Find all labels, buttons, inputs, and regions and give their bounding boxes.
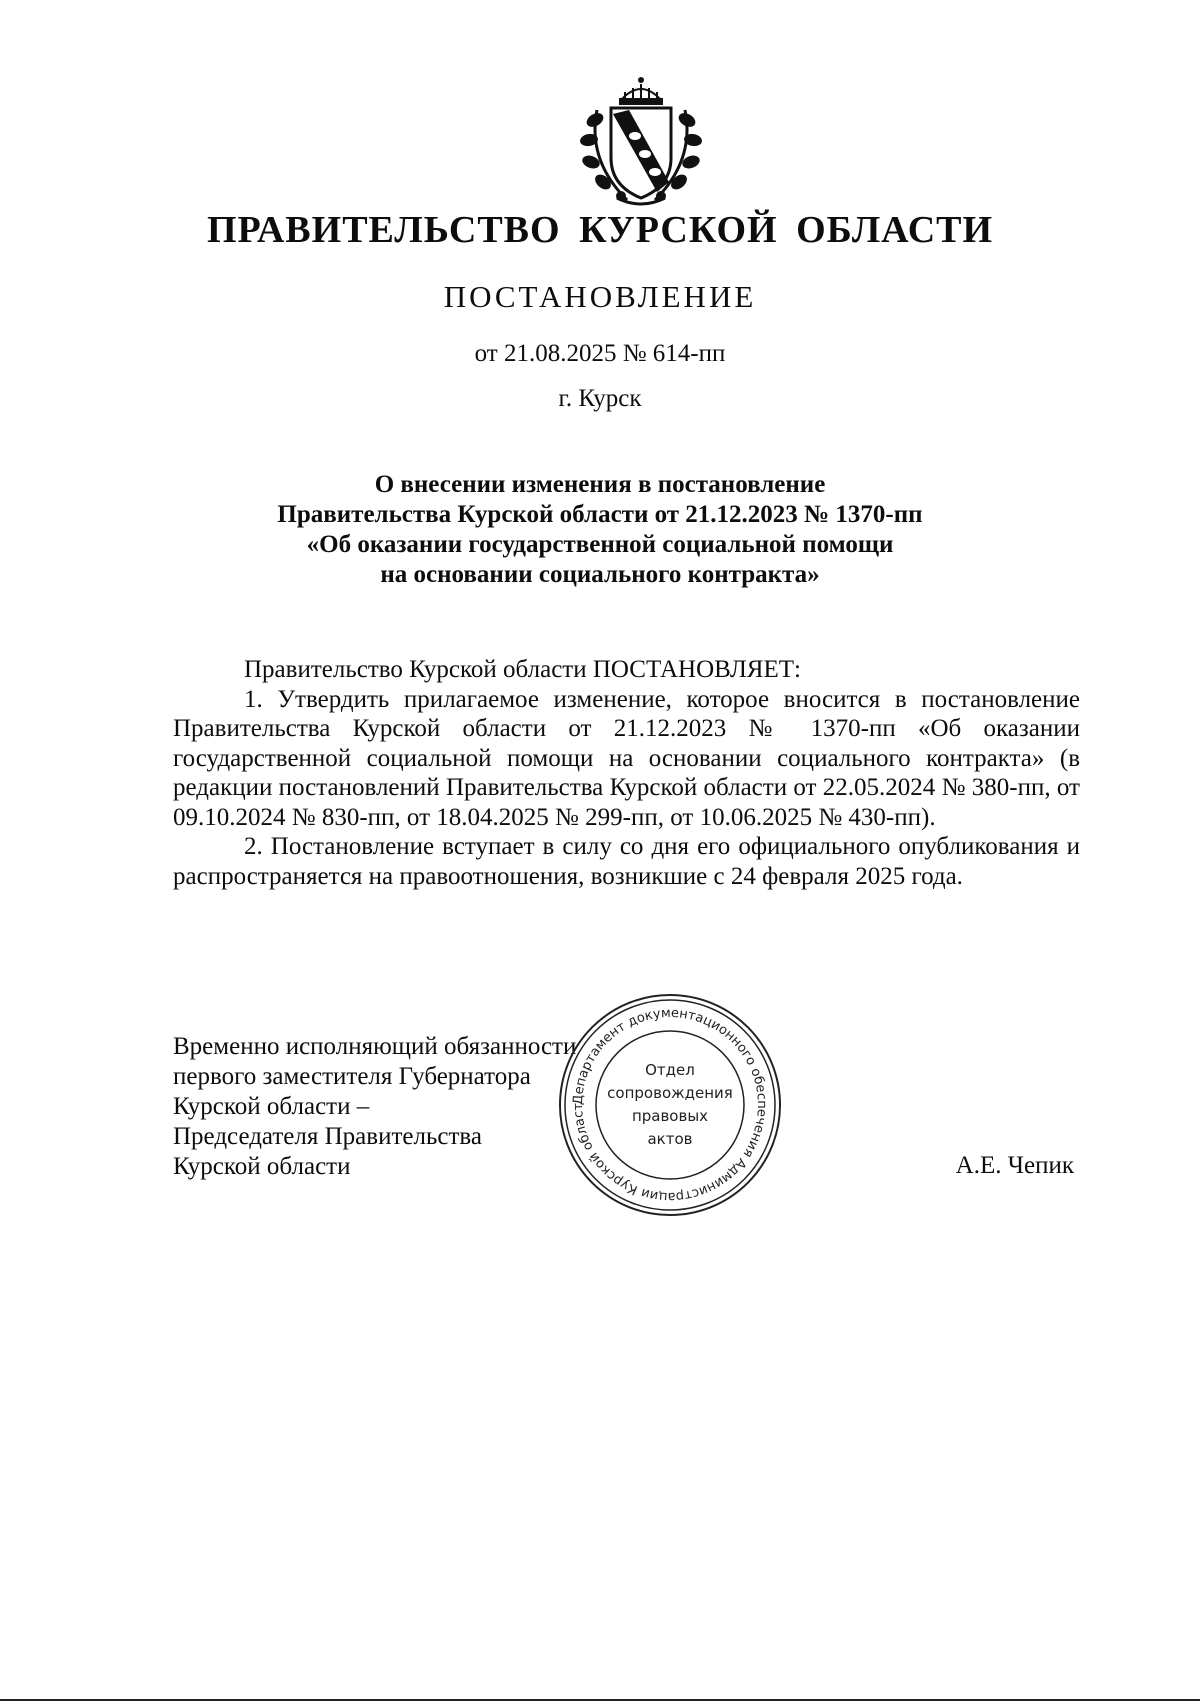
- stamp-center-text: [555, 990, 785, 1220]
- signature-position-line: Курской области: [173, 1153, 351, 1180]
- document-subject: [250, 470, 950, 590]
- subject-line: О внесении изменения в постановление: [374, 471, 826, 498]
- signature-block: [173, 1032, 576, 1182]
- document-city: г. Курск: [558, 385, 642, 412]
- kursk-coat-of-arms-emblem: [577, 70, 705, 210]
- subject-line: «Об оказании государственной социальной помощи: [306, 531, 894, 558]
- stamp-ring-text: Департамент документационного обеспечения Администрации Курской област: [570, 1005, 770, 1205]
- signature-position-line: первого заместителя Губернатора: [173, 1063, 531, 1090]
- document-type: ПОСТАНОВЛЕНИЕ: [443, 279, 757, 314]
- subject-line: Правительства Курской области от 21.12.2023 № 1370-пп: [277, 501, 923, 528]
- stamp-line: сопровождения: [607, 1084, 733, 1102]
- organization-title: ПРАВИТЕЛЬСТВО КУРСКОЙ ОБЛАСТИ: [206, 209, 994, 251]
- signer-name: А.Е. Чепик: [955, 1152, 1074, 1179]
- body-intro: Правительство Курской области ПОСТАНОВЛЯЕТ:: [244, 656, 801, 683]
- signature-position-line: Председателя Правительства: [173, 1123, 482, 1150]
- document-body: [173, 655, 1080, 891]
- signature-position-line: Временно исполняющий обязанности: [173, 1033, 577, 1060]
- official-stamp: [555, 990, 785, 1220]
- document-date-number: от 21.08.2025 № 614-пп: [474, 340, 726, 367]
- subject-line: на основании социального контракта»: [380, 561, 820, 588]
- stamp-line: Отдел: [645, 1061, 695, 1079]
- signature-position-line: Курской области –: [173, 1093, 370, 1120]
- body-item-2: 2. Постановление вступает в силу со дня его официального опубликования и распространяется на правоотношения, возникшие с 24 февраля 2025 года.: [173, 833, 1080, 890]
- body-item-1: 1. Утвердить прилагаемое изменение, которое вносится в постановление Правительства Курской области от 21.12.2023 № 1370-пп «Об оказании государственной социальной помощи на основании социального контракта» (в редакции постановлений Правительства Курской области от 22.05.2024 № 380-пп, от 09.10.2024 № 830-пп, от 18.04.2025 № 299-пп, от 10.06.2025 № 430-пп).: [173, 685, 1080, 831]
- stamp-line: актов: [647, 1130, 693, 1148]
- stamp-line: правовых: [631, 1107, 709, 1125]
